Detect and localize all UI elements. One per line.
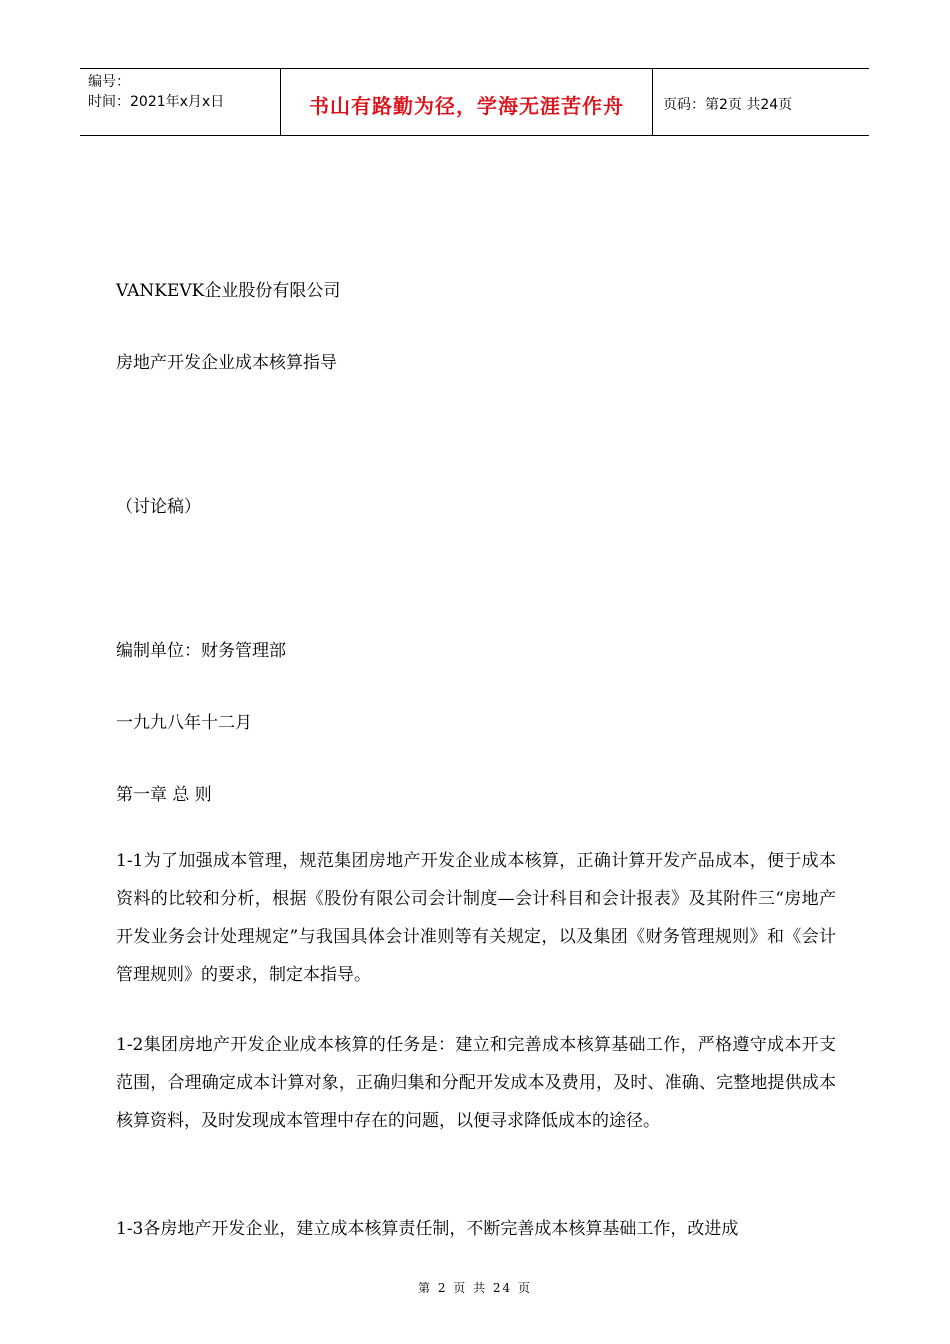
time-label: 时间：2021年x月x日	[88, 94, 225, 110]
paragraph-1-3: 1-3各房地产开发企业，建立成本核算责任制，不断完善成本核算基础工作，改进成	[116, 1219, 739, 1239]
document-title: 房地产开发企业成本核算指导	[116, 353, 337, 373]
document-date: 一九九八年十二月	[116, 713, 252, 733]
compiling-unit: 编制单位：财务管理部	[116, 641, 286, 661]
paragraph-1-1: 1-1为了加强成本管理，规范集团房地产开发企业成本核算，正确计算开发产品成本，便于成本资料的比较和分析，根据《股份有限公司会计制度—会计科目和会计报表》及其附件三“房地产开发业务会计处理规定”与我国具体会计准则等有关规定，以及集团《财务管理规则》和《会计管理规则》的要求，制定本指导。	[116, 851, 836, 985]
header-page-code: 页码：第2页 共24页	[663, 97, 793, 113]
company-name: VANKEVK企业股份有限公司	[116, 281, 341, 301]
page-header	[80, 68, 869, 136]
header-motto: 书山有路勤为径，学海无涯苦作舟	[281, 69, 653, 135]
page-footer: 第 2 页 共 24 页	[418, 1281, 532, 1295]
chapter-heading: 第一章 总 则	[116, 785, 212, 805]
paragraph-1-2: 1-2集团房地产开发企业成本核算的任务是：建立和完善成本核算基础工作，严格遵守成本开支范围，合理确定成本计算对象，正确归集和分配开发成本及费用，及时、准确、完整地提供成本核算资料，及时发现成本管理中存在的问题，以便寻求降低成本的途径。	[116, 1035, 836, 1131]
serial-label: 编号：	[88, 74, 130, 90]
header-meta	[80, 69, 281, 135]
draft-label: （讨论稿）	[116, 497, 201, 517]
